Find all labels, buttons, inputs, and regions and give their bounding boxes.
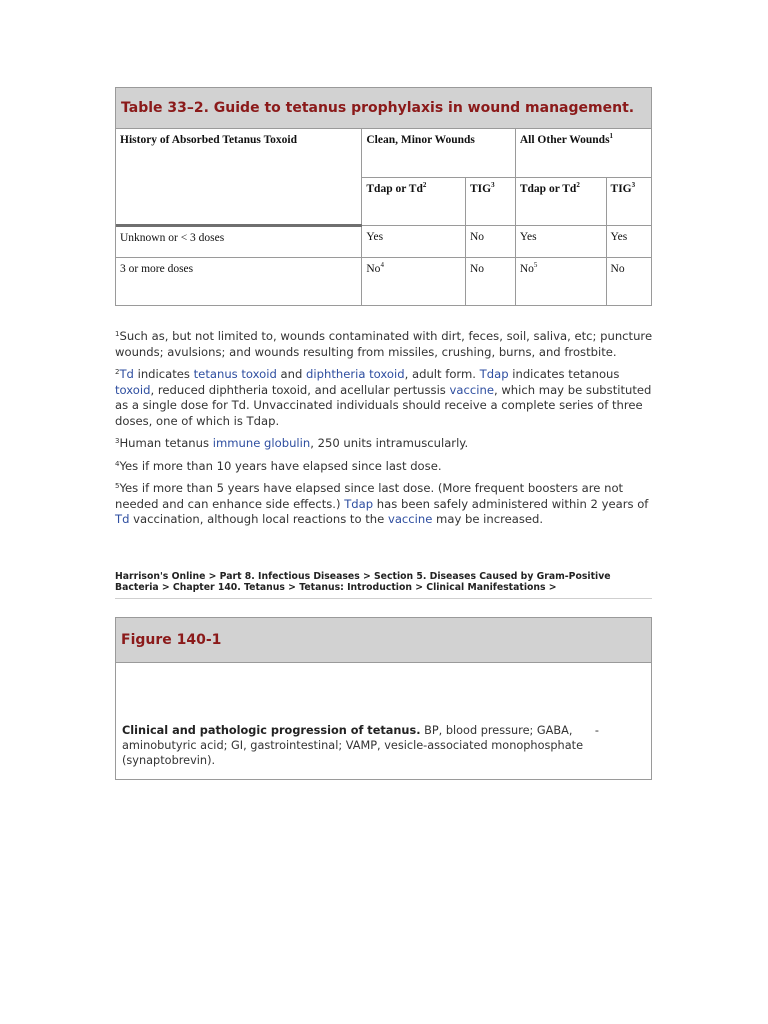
toxoid-link[interactable]: toxoid xyxy=(115,382,151,397)
vaccine-link[interactable]: vaccine xyxy=(387,512,433,526)
row-clean-tig: No xyxy=(465,257,515,305)
figure-box xyxy=(115,617,652,780)
table-footnotes xyxy=(115,329,655,535)
row-history: 3 or more doses xyxy=(116,257,362,305)
td-link[interactable]: Td xyxy=(115,512,130,526)
figure-caption-text: BP, blood pressure; GABA, aminobutyric acid; GI, gastrointestinal; VAMP, vesicle-associated monophosphate (synaptobrevin). xyxy=(122,724,584,767)
prophylaxis-table xyxy=(116,129,651,305)
figure-caption xyxy=(116,663,651,780)
footnote-1: $^1$Such as, but not limited to, wounds contaminated with dirt, feces, soil, saliva, etc; puncture wounds; avulsions; and wounds resulting from missiles, crushing, burns, and frostbite. xyxy=(115,329,653,359)
diphtheria-toxoid-link[interactable]: diphtheria toxoid xyxy=(306,367,405,381)
row-history: Unknown or < 3 doses xyxy=(116,225,362,257)
td-link[interactable]: Td xyxy=(119,367,134,381)
other-tig-header: TIG$^3$ xyxy=(606,177,651,225)
row-clean-tig: No xyxy=(465,225,515,257)
table-row xyxy=(116,257,651,305)
figure-title: Figure 140-1 xyxy=(116,618,651,663)
row-clean-tdap: Yes xyxy=(362,225,466,257)
caption-dash: - xyxy=(594,724,599,737)
breadcrumb[interactable]: Harrison's Online > Part 8. Infectious Diseases > Section 5. Diseases Caused by Gram-Positive Bacteria > Chapter 140. Tetanus > Tetanus: Introduction > Clinical Manifestations > xyxy=(115,571,652,599)
tdap-link[interactable]: Tdap xyxy=(344,496,374,511)
tetanus-prophylaxis-table-box xyxy=(115,87,652,306)
row-other-tig: Yes xyxy=(606,225,651,257)
footnote-5: $^5$Yes if more than 5 years have elapsed since last dose. (More frequent boosters are not needed and can enhance side effects.) Tdap has been safely administered within 2 years of Td vaccination, although local reactions to the vaccine may be increased. xyxy=(115,481,649,526)
history-header: History of Absorbed Tetanus Toxoid xyxy=(116,129,362,225)
figure-caption-title: Clinical and pathologic progression of tetanus. xyxy=(122,724,421,737)
row-other-tdap: No$^5$ xyxy=(515,257,606,305)
other-tdap-header: Tdap or Td$^2$ xyxy=(515,177,606,225)
tdap-link[interactable]: Tdap xyxy=(479,367,509,381)
row-other-tig: No xyxy=(606,257,651,305)
table-title: Table 33–2. Guide to tetanus prophylaxis in wound management. xyxy=(116,88,651,129)
row-other-tdap: Yes xyxy=(515,225,606,257)
other-wounds-header: All Other Wounds$^1$ xyxy=(515,129,651,177)
clean-wounds-header: Clean, Minor Wounds xyxy=(362,129,515,177)
footnote-2: $^2$Td indicates tetanus toxoid and diphtheria toxoid, adult form. Tdap indicates tetanous toxoid, reduced diphtheria toxoid, and acellular pertussis vaccine, which may be substituted as a single dose for Td. Unvaccinated individuals should receive a complete series of three doses, one of which is Tdap. xyxy=(115,367,652,428)
footnote-3: $^3$Human tetanus immune globulin, 250 units intramuscularly. xyxy=(115,436,469,450)
clean-tdap-header: Tdap or Td$^2$ xyxy=(362,177,466,225)
immune-globulin-link[interactable]: immune globulin xyxy=(212,436,311,450)
tetanus-toxoid-link[interactable]: tetanus toxoid xyxy=(193,367,277,381)
row-clean-tdap: No$^4$ xyxy=(362,257,466,305)
clean-tig-header: TIG$^3$ xyxy=(465,177,515,225)
vaccine-link[interactable]: vaccine xyxy=(449,382,494,397)
table-row xyxy=(116,225,651,257)
footnote-4: $^4$Yes if more than 10 years have elapsed since last dose. xyxy=(115,458,442,473)
